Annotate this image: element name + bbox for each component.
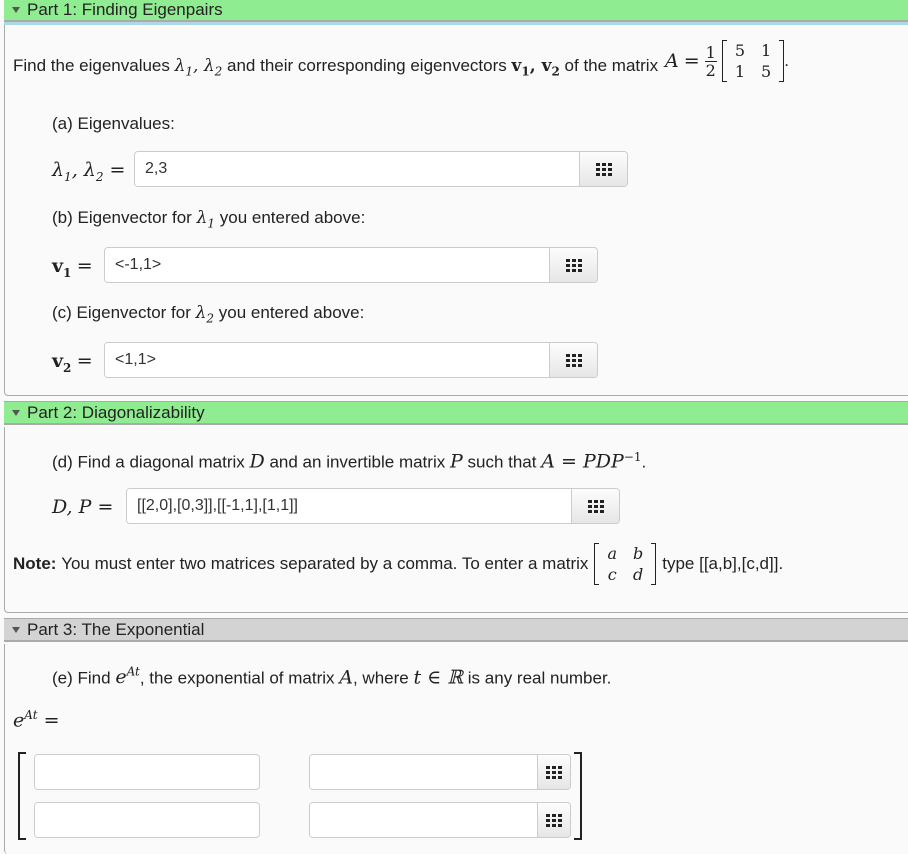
matrix-cell-input-11[interactable] <box>35 755 260 789</box>
matrix-cell-field <box>309 802 571 838</box>
math-keypad-button[interactable] <box>537 803 570 837</box>
v2-field <box>104 342 598 378</box>
grid-keypad-icon <box>566 354 582 367</box>
matrix-cell-input-21[interactable] <box>35 803 260 837</box>
v2-input[interactable] <box>105 343 549 377</box>
grid-keypad-icon <box>546 766 562 779</box>
grid-keypad-icon <box>566 259 582 272</box>
matrix-cell-field <box>34 754 260 790</box>
caret-down-icon <box>12 627 20 633</box>
matrix-brackets: 5 1 1 5 <box>722 40 784 82</box>
math-keypad-button[interactable] <box>549 343 597 377</box>
part3-title: Part 3: The Exponential <box>27 619 205 639</box>
v1-input[interactable] <box>105 248 549 282</box>
lambda-field-label: $\lambda_1$, $\lambda_2$ = <box>52 159 126 184</box>
caret-down-icon <box>12 410 20 416</box>
dp-field <box>126 488 620 524</box>
v1-field-label: $v_1$ = <box>52 255 93 280</box>
dp-input[interactable] <box>127 489 571 523</box>
part3-header[interactable] <box>4 618 908 642</box>
dp-field-label: D, P = <box>52 496 114 518</box>
math-keypad-button[interactable] <box>579 152 627 186</box>
math-keypad-button[interactable] <box>537 755 570 789</box>
note: Note: You must enter two matrices separated by a comma. To enter a matrix a b c d type [[a,b],[c,d]]. <box>13 544 784 584</box>
part2-title: Part 2: Diagonalizability <box>27 402 205 422</box>
grid-keypad-icon <box>546 814 562 827</box>
matrix-cell-field <box>34 802 260 838</box>
eigenvalues-field <box>134 151 628 187</box>
part1-intro: Find the eigenvalues $\lambda_1$, $\lambda_2$ and their corresponding eigenvectors $v_1$, $v_2$ of the matrix <box>13 56 659 79</box>
right-bracket <box>574 752 582 840</box>
eigenvalues-input[interactable] <box>135 152 579 186</box>
part-e-label: (e) Find $e^{At}$, the exponential of matrix A, where t ∈ ℝ is any real number. <box>52 665 612 689</box>
left-bracket <box>18 752 26 840</box>
math-keypad-button[interactable] <box>571 489 619 523</box>
caret-down-icon <box>12 7 20 13</box>
part1-title: Part 1: Finding Eigenpairs <box>27 0 223 19</box>
fraction: $\frac{1}{2}$ <box>705 42 716 80</box>
note-matrix: a b c d <box>594 543 656 585</box>
matrix-cell-input-12[interactable] <box>310 755 537 789</box>
matrix-cell-field <box>309 754 571 790</box>
part1-header[interactable] <box>4 0 908 22</box>
part2-header[interactable] <box>4 401 908 425</box>
matrix-cell-input-22[interactable] <box>310 803 537 837</box>
math-keypad-button[interactable] <box>549 248 597 282</box>
matrix-A: A = $\frac{1}{2}$ 5 1 1 5 . <box>665 41 789 81</box>
grid-keypad-icon <box>588 500 604 513</box>
v2-field-label: $v_2$ = <box>52 350 93 375</box>
part-b-label: (b) Eigenvector for $\lambda_1$ you entered above: <box>52 208 366 231</box>
v1-field <box>104 247 598 283</box>
part-c-label: (c) Eigenvector for $\lambda_2$ you entered above: <box>52 303 365 326</box>
exp-label: $e^{At}$ = <box>13 708 60 732</box>
part-d-label: (d) Find a diagonal matrix D and an invertible matrix P such that $A = PDP^{-1}$. <box>52 450 647 473</box>
grid-keypad-icon <box>596 163 612 176</box>
part-a-label: (a) Eigenvalues: <box>52 114 175 133</box>
